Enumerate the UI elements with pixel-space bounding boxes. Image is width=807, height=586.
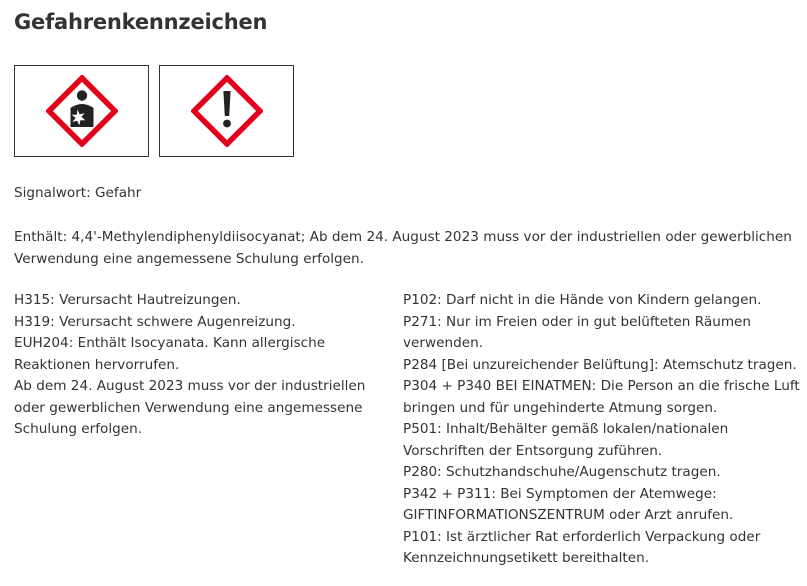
precautionary-statement: P284 [Bei unzureichender Belüftung]: Atemschutz tragen. (403, 356, 797, 373)
hazard-pictograms (14, 65, 304, 157)
ghs07-exclamation-mark-icon (191, 75, 263, 147)
precautionary-statement: P102: Darf nicht in die Hände von Kindern gelangen. (403, 292, 762, 308)
precautionary-statement: P101: Ist ärztlicher Rat erforderlich Verpackung oder Kennzeichnungsetikett bereithalten. (403, 528, 761, 566)
precautionary-statements-list (403, 290, 805, 570)
precautionary-statement: P304 + P340 BEI EINATMEN: Die Person an die frische Luft bringen und für ungehinderte Atmung sorgen. (403, 378, 800, 416)
hazard-statement: Ab dem 24. August 2023 muss vor der industriellen oder gewerblichen Verwendung eine angemessene Schulung erfolgen. (14, 378, 366, 437)
precautionary-statement: P280: Schutzhandschuhe/Augenschutz tragen. (403, 464, 721, 480)
contains-statement: Enthält: 4,4'-Methylendiphenyldiisocyanat; Ab dem 24. August 2023 muss vor der industriellen oder gewerblichen Verwendung eine angemessene Schulung erfolgen. (14, 229, 792, 267)
section-title: Gefahrenkennzeichen (14, 10, 268, 34)
pictogram-health-hazard (14, 65, 149, 157)
precautionary-statement: P342 + P311: Bei Symptomen der Atemwege: GIFTINFORMATIONSZENTRUM oder Arzt anrufen. (403, 485, 734, 523)
ghs08-health-hazard-icon (46, 75, 118, 147)
hazard-statements-list (14, 290, 384, 441)
hazard-statement: EUH204: Enthält Isocyanata. Kann allergische Reaktionen hervorrufen. (14, 335, 326, 373)
hazard-statement: H319: Verursacht schwere Augenreizung. (14, 313, 296, 330)
pictogram-exclamation (159, 65, 294, 157)
precautionary-statement: P271: Nur im Freien oder in gut belüfteten Räumen verwenden. (403, 313, 752, 351)
precautionary-statement: P501: Inhalt/Behälter gemäß lokalen/nationalen Vorschriften der Entsorgung zuführen. (403, 421, 729, 459)
hazard-statement: H315: Verursacht Hautreizungen. (14, 292, 241, 308)
signal-word: Signalwort: Gefahr (14, 185, 142, 201)
